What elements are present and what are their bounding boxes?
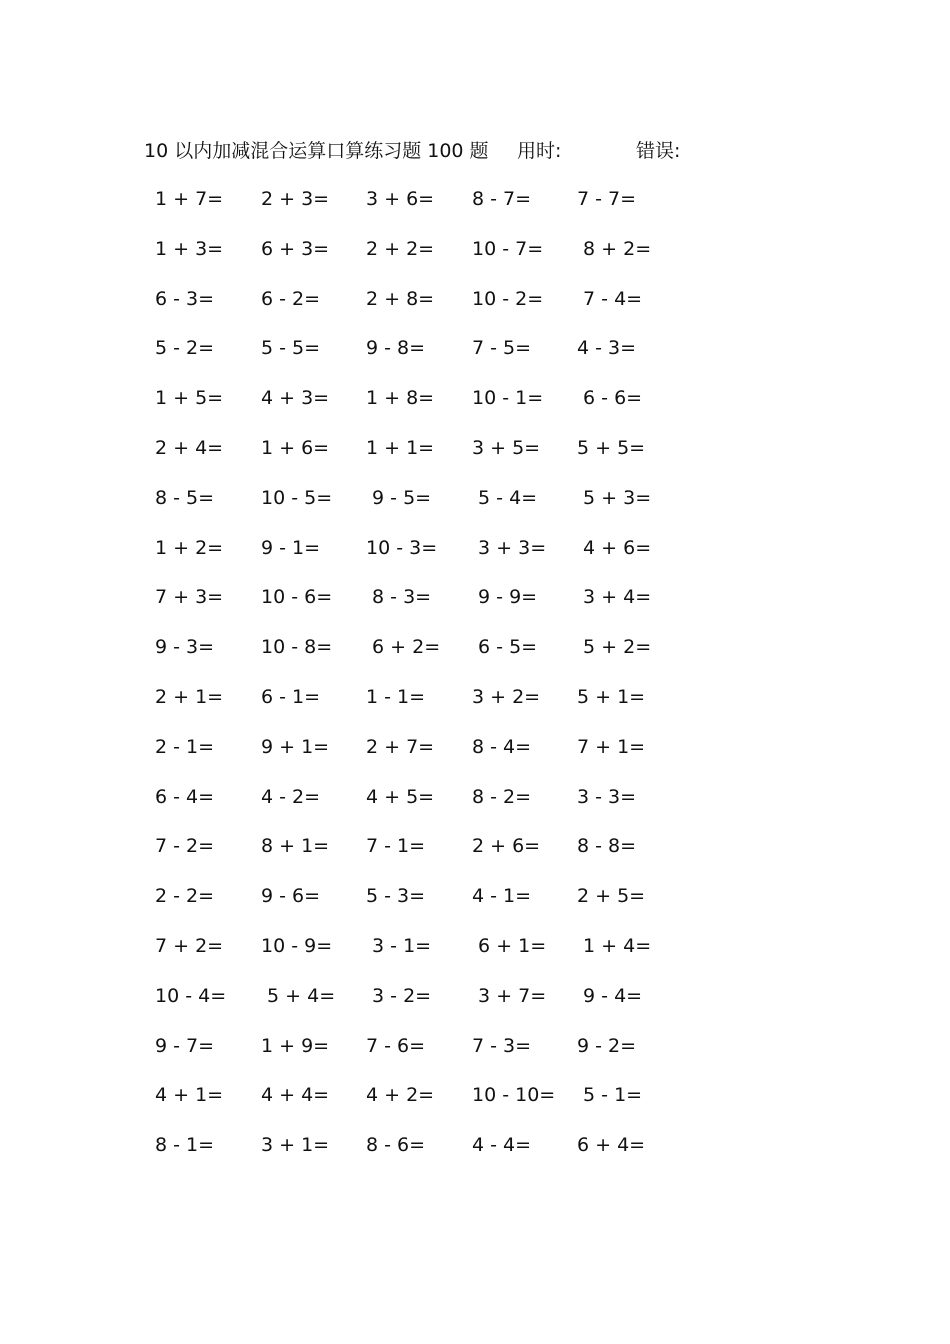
arithmetic-problem: 9 - 9= [472, 586, 538, 609]
worksheet-header [0, 137, 950, 165]
problem-row [0, 384, 950, 434]
arithmetic-problem: 2 + 4= [155, 436, 224, 459]
arithmetic-problem: 8 + 2= [577, 237, 652, 260]
arithmetic-problem: 1 + 3= [155, 237, 224, 260]
problem-row [0, 235, 950, 285]
problem-row [0, 932, 950, 982]
arithmetic-problem: 4 + 1= [155, 1084, 224, 1107]
arithmetic-problem: 4 + 5= [366, 785, 435, 808]
arithmetic-problem: 8 - 3= [366, 586, 432, 609]
arithmetic-problem: 6 - 6= [577, 387, 643, 410]
arithmetic-problem: 3 - 1= [366, 934, 432, 957]
arithmetic-problem: 9 - 8= [366, 337, 426, 360]
arithmetic-problem: 7 - 1= [366, 835, 426, 858]
arithmetic-problem: 6 + 2= [366, 636, 441, 659]
problem-row [0, 733, 950, 783]
arithmetic-problem: 1 + 7= [155, 188, 224, 210]
arithmetic-problem: 7 - 3= [472, 1034, 532, 1057]
arithmetic-problem: 9 - 5= [366, 486, 432, 509]
arithmetic-problem: 4 - 1= [472, 885, 532, 908]
arithmetic-problem: 10 - 7= [472, 237, 544, 260]
arithmetic-problem: 10 - 5= [261, 486, 333, 509]
problem-row [0, 1131, 950, 1181]
arithmetic-problem: 8 + 1= [261, 835, 330, 858]
arithmetic-problem: 7 - 5= [472, 337, 532, 360]
problem-row [0, 783, 950, 833]
arithmetic-problem: 9 - 3= [155, 636, 215, 659]
arithmetic-problem: 6 + 4= [577, 1134, 646, 1157]
arithmetic-problem: 5 + 3= [577, 486, 652, 509]
arithmetic-problem: 6 - 3= [155, 287, 215, 310]
arithmetic-problem: 1 + 2= [155, 536, 224, 559]
arithmetic-problem: 1 + 8= [366, 387, 435, 410]
arithmetic-problem: 10 - 4= [155, 984, 227, 1007]
arithmetic-problem: 5 + 2= [577, 636, 652, 659]
arithmetic-problem: 5 + 4= [261, 984, 336, 1007]
arithmetic-problem: 10 - 3= [366, 536, 438, 559]
problem-grid [0, 185, 950, 1181]
arithmetic-problem: 2 + 3= [261, 188, 330, 210]
arithmetic-problem: 9 - 1= [261, 536, 321, 559]
arithmetic-problem: 7 - 7= [577, 188, 637, 210]
arithmetic-problem: 4 + 4= [261, 1084, 330, 1107]
arithmetic-problem: 9 - 2= [577, 1034, 637, 1057]
arithmetic-problem: 2 + 7= [366, 735, 435, 758]
arithmetic-problem: 6 + 3= [261, 237, 330, 260]
problem-row [0, 633, 950, 683]
arithmetic-problem: 1 + 1= [366, 436, 435, 459]
arithmetic-problem: 2 - 1= [155, 735, 215, 758]
arithmetic-problem: 9 + 1= [261, 735, 330, 758]
arithmetic-problem: 8 - 1= [155, 1134, 215, 1157]
arithmetic-problem: 4 - 4= [472, 1134, 532, 1157]
arithmetic-problem: 5 + 1= [577, 685, 646, 708]
arithmetic-problem: 10 - 10= [472, 1084, 556, 1107]
problem-row [0, 1081, 950, 1131]
arithmetic-problem: 7 - 6= [366, 1034, 426, 1057]
arithmetic-problem: 7 + 1= [577, 735, 646, 758]
arithmetic-problem: 5 - 5= [261, 337, 321, 360]
arithmetic-problem: 3 - 2= [366, 984, 432, 1007]
arithmetic-problem: 9 - 4= [577, 984, 643, 1007]
arithmetic-problem: 7 + 2= [155, 934, 224, 957]
arithmetic-problem: 8 - 2= [472, 785, 532, 808]
problem-row [0, 484, 950, 534]
arithmetic-problem: 10 - 1= [472, 387, 544, 410]
arithmetic-problem: 3 + 6= [366, 188, 435, 210]
problem-row [0, 982, 950, 1032]
error-count-label: 错误: [636, 140, 681, 162]
arithmetic-problem: 3 + 4= [577, 586, 652, 609]
worksheet-title: 10 以内加减混合运算口算练习题 100 题 [144, 140, 489, 162]
arithmetic-problem: 6 - 4= [155, 785, 215, 808]
arithmetic-problem: 2 + 2= [366, 237, 435, 260]
arithmetic-problem: 2 + 8= [366, 287, 435, 310]
arithmetic-problem: 4 - 2= [261, 785, 321, 808]
problem-row [0, 285, 950, 335]
arithmetic-problem: 2 + 1= [155, 685, 224, 708]
arithmetic-problem: 4 + 2= [366, 1084, 435, 1107]
arithmetic-problem: 6 - 2= [261, 287, 321, 310]
arithmetic-problem: 8 - 5= [155, 486, 215, 509]
arithmetic-problem: 8 - 7= [472, 188, 532, 210]
arithmetic-problem: 7 - 4= [577, 287, 643, 310]
problem-row [0, 1032, 950, 1082]
problem-row [0, 882, 950, 932]
arithmetic-problem: 6 - 1= [261, 685, 321, 708]
arithmetic-problem: 3 + 7= [472, 984, 547, 1007]
arithmetic-problem: 8 - 8= [577, 835, 637, 858]
arithmetic-problem: 1 + 6= [261, 436, 330, 459]
arithmetic-problem: 2 + 5= [577, 885, 646, 908]
arithmetic-problem: 10 - 6= [261, 586, 333, 609]
arithmetic-problem: 5 - 2= [155, 337, 215, 360]
arithmetic-problem: 4 + 3= [261, 387, 330, 410]
arithmetic-problem: 1 - 1= [366, 685, 426, 708]
problem-row [0, 583, 950, 633]
arithmetic-problem: 9 - 7= [155, 1034, 215, 1057]
arithmetic-problem: 3 + 2= [472, 685, 541, 708]
arithmetic-problem: 1 + 5= [155, 387, 224, 410]
arithmetic-problem: 3 - 3= [577, 785, 637, 808]
arithmetic-problem: 5 - 1= [577, 1084, 643, 1107]
problem-row [0, 434, 950, 484]
arithmetic-problem: 1 + 9= [261, 1034, 330, 1057]
arithmetic-problem: 10 - 8= [261, 636, 333, 659]
arithmetic-problem: 7 - 2= [155, 835, 215, 858]
problem-row [0, 534, 950, 584]
arithmetic-problem: 7 + 3= [155, 586, 224, 609]
arithmetic-problem: 10 - 9= [261, 934, 333, 957]
arithmetic-problem: 9 - 6= [261, 885, 321, 908]
arithmetic-problem: 3 + 5= [472, 436, 541, 459]
arithmetic-problem: 8 - 4= [472, 735, 532, 758]
arithmetic-problem: 3 + 1= [261, 1134, 330, 1157]
time-used-label: 用时: [517, 140, 562, 162]
problem-row [0, 334, 950, 384]
arithmetic-problem: 5 + 5= [577, 436, 646, 459]
arithmetic-problem: 2 + 6= [472, 835, 541, 858]
arithmetic-problem: 10 - 2= [472, 287, 544, 310]
arithmetic-problem: 4 - 3= [577, 337, 637, 360]
problem-row [0, 185, 950, 235]
arithmetic-problem: 8 - 6= [366, 1134, 426, 1157]
arithmetic-problem: 3 + 3= [472, 536, 547, 559]
arithmetic-problem: 4 + 6= [577, 536, 652, 559]
problem-row [0, 832, 950, 882]
arithmetic-problem: 2 - 2= [155, 885, 215, 908]
arithmetic-problem: 5 - 3= [366, 885, 426, 908]
problem-row [0, 683, 950, 733]
arithmetic-problem: 5 - 4= [472, 486, 538, 509]
arithmetic-problem: 6 - 5= [472, 636, 538, 659]
arithmetic-problem: 1 + 4= [577, 934, 652, 957]
arithmetic-problem: 6 + 1= [472, 934, 547, 957]
